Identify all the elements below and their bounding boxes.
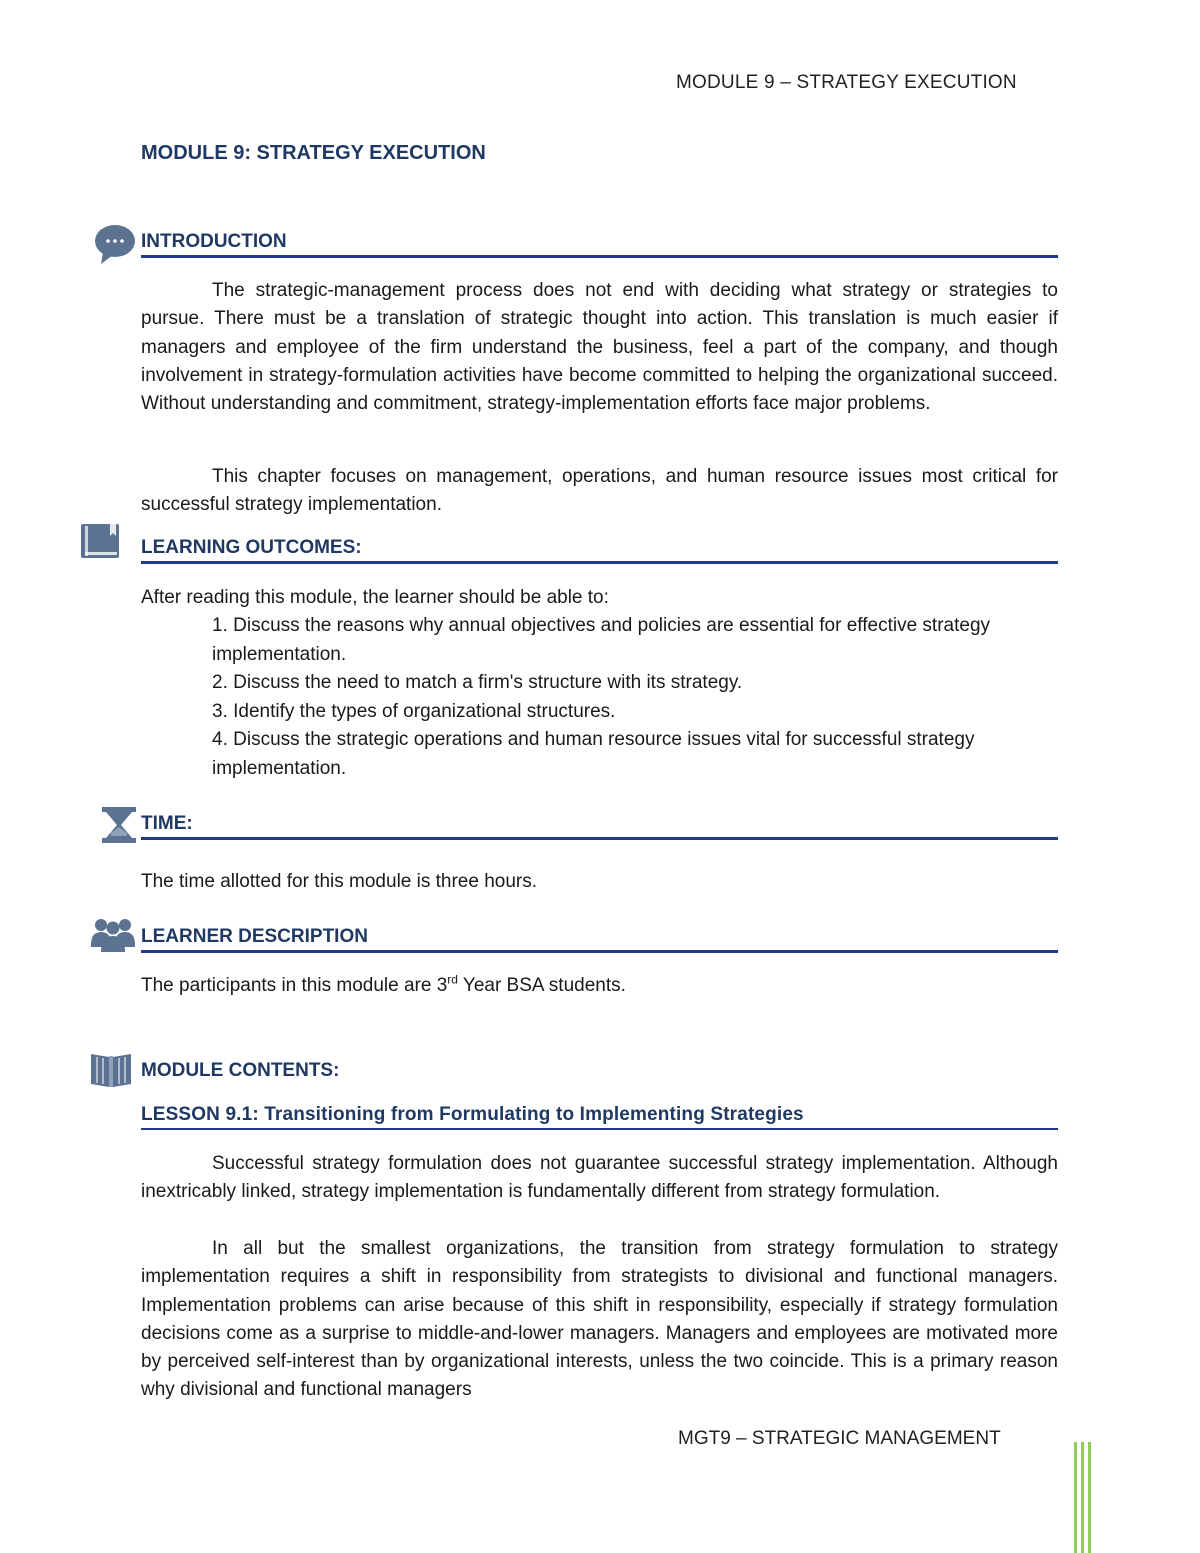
time-heading: TIME:: [141, 813, 1058, 840]
accent-bar: [1081, 1442, 1084, 1553]
learning-outcomes-heading: LEARNING OUTCOMES:: [141, 537, 1058, 564]
running-header: MODULE 9 – STRATEGY EXECUTION: [676, 72, 1017, 93]
learner-superscript: rd: [447, 972, 458, 987]
speech-bubble-icon: [93, 222, 137, 266]
accent-bar: [1088, 1442, 1091, 1553]
list-item: 3. Identify the types of organizational structures.: [212, 700, 616, 722]
introduction-paragraph-1: The strategic-management process does not end with deciding what strategy or strategies to pursue. There must be a translation of strategic thought into action. This translation is much easier if managers and employee of the firm understand the business, feel a part of the company, and though involvement in strategy-formulation activities have become committed to helping the organizational succeed. Without understanding and commitment, strategy-implementation efforts face major problems.: [141, 280, 1058, 415]
accent-bars: [1074, 1442, 1092, 1553]
learner-description-heading: LEARNER DESCRIPTION: [141, 926, 1058, 953]
module-contents-paragraph-2: In all but the smallest organizations, the transition from strategy formulation to strategy implementation requires a shift in responsibility from strategists to divisional and functional managers. Implementation problems can arise because of this shift in responsibility, especially if strategy formulation decisions come as a surprise to middle-and-lower managers. Managers and employees are motivated more by perceived self-interest than by organizational interests, unless the two coincide. This is a primary reason why divisional and functional managers: [141, 1238, 1058, 1401]
hourglass-icon: [101, 806, 137, 844]
page-footer: MGT9 – STRATEGIC MANAGEMENT: [678, 1428, 1001, 1449]
introduction-heading: INTRODUCTION: [141, 231, 1058, 258]
module-contents-heading: MODULE CONTENTS:: [141, 1060, 340, 1081]
introduction-paragraph-2: This chapter focuses on management, operations, and human resource issues most critical for successful strategy implementation.: [141, 466, 1058, 516]
list-item: 4. Discuss the strategic operations and human resource issues vital for successful strategy implementation.: [212, 729, 975, 779]
page-title: MODULE 9: STRATEGY EXECUTION: [141, 142, 486, 164]
learner-text-before: The participants in this module are 3: [141, 975, 448, 996]
list-item: 2. Discuss the need to match a firm's structure with its strategy.: [212, 672, 743, 694]
book-icon: [80, 522, 120, 560]
learner-text-after: Year BSA students.: [457, 975, 626, 996]
time-text: The time allotted for this module is three hours.: [141, 871, 538, 892]
learning-outcomes-intro: After reading this module, the learner should be able to:: [141, 587, 609, 608]
learning-outcomes-list: [212, 612, 1058, 784]
lesson-heading: LESSON 9.1: Transitioning from Formulating to Implementing Strategies: [141, 1104, 1058, 1130]
accent-bar: [1074, 1442, 1077, 1553]
list-item: 1. Discuss the reasons why annual objectives and policies are essential for effective strategy implementation.: [212, 615, 991, 665]
people-icon: [90, 917, 136, 953]
learner-description-text: [141, 972, 626, 1001]
module-contents-paragraph-1: Successful strategy formulation does not guarantee successful strategy implementation. Although inextricably linked, strategy implementation is fundamentally different from strategy formulation.: [141, 1153, 1058, 1203]
open-book-icon: [89, 1051, 133, 1089]
